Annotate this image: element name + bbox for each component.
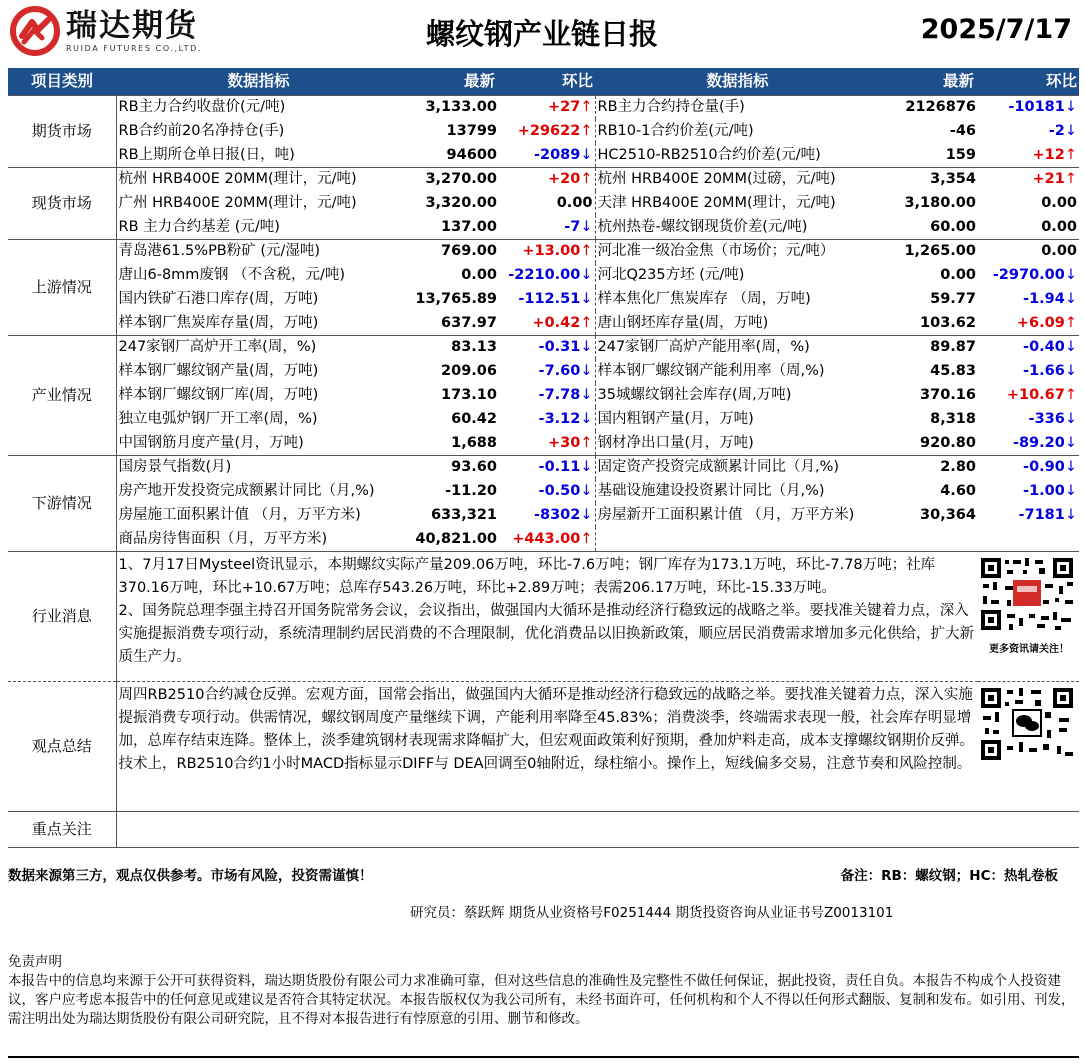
change-number: -7 [564, 218, 581, 235]
arrow-down-icon: ↓ [580, 459, 593, 476]
change-value [978, 95, 1079, 119]
change-value [499, 263, 595, 287]
change-value [499, 287, 595, 311]
change-value [978, 335, 1079, 359]
change-number: +21 [1032, 171, 1065, 188]
table-row [8, 431, 1079, 455]
change-value [978, 167, 1079, 191]
change-number: -0.40 [1023, 339, 1065, 356]
table-row [8, 95, 1079, 119]
arrow-up-icon: ↑ [1064, 171, 1077, 188]
change-value [978, 455, 1079, 479]
latest-value: 769.00 [401, 239, 499, 263]
change-value [499, 143, 595, 167]
disclaimer-title: 免责声明 [8, 954, 62, 970]
qr-code-icon [979, 556, 1075, 632]
table-row [8, 407, 1079, 431]
change-number: +12 [1032, 146, 1065, 163]
latest-value: 60.00 [930, 218, 976, 235]
indicator-name: 35城螺纹钢社会库存(周,万吨) [597, 387, 792, 403]
indicator-name: 样本钢厂焦炭库存量(周，万吨) [118, 314, 319, 331]
change-number: -0.31 [538, 339, 581, 356]
header-change: 环比 [499, 68, 595, 95]
change-value [499, 167, 595, 191]
change-number: -1.94 [1023, 291, 1065, 307]
change-value [978, 263, 1079, 287]
latest-value: 40,821.00 [415, 530, 497, 547]
change-number: -2970.00 [992, 267, 1065, 283]
table-row [8, 191, 1079, 215]
indicator-name: 固定资产投资完成额累计同比（月,%) [595, 455, 880, 479]
indicator-name: 杭州热卷-螺纹钢现货价差(元/吨) [597, 218, 808, 235]
change-value [499, 359, 595, 383]
indicator-name: 房产地开发投资完成额累计同比（月,%) [118, 483, 375, 499]
arrow-down-icon: ↓ [1064, 99, 1077, 116]
table-header-row [8, 68, 1079, 95]
change-number: -7.60 [538, 363, 581, 379]
change-number: +10.67 [1006, 387, 1065, 403]
header-change-2: 环比 [978, 68, 1079, 95]
latest-value: 60.42 [451, 411, 497, 427]
indicator-name: 国房景气指数(月) [116, 455, 401, 479]
category-cell: 现货市场 [8, 167, 116, 239]
table-row [8, 263, 1079, 287]
latest-value: 103.62 [920, 314, 976, 331]
indicator-name: RB主力合约收盘价(元/吨) [116, 95, 401, 119]
latest-value: 633,321 [430, 507, 497, 523]
arrow-down-icon: ↓ [580, 291, 593, 307]
arrow-up-icon: ↑ [1064, 146, 1077, 163]
arrow-up-icon: ↑ [580, 99, 593, 116]
change-number: +6.09 [1016, 314, 1065, 331]
table-row [8, 143, 1079, 167]
latest-value: 2126876 [880, 95, 978, 119]
change-number: 0.00 [1041, 243, 1077, 260]
arrow-down-icon: ↓ [1064, 339, 1077, 356]
arrow-down-icon: ↓ [1064, 267, 1077, 283]
latest-value: 159 [945, 146, 976, 163]
change-value [499, 215, 595, 239]
indicator-name: RB 主力合约基差 (元/吨) [118, 218, 280, 235]
category-cell: 上游情况 [8, 239, 116, 335]
indicator-name: 基础设施建设投资累计同比（月,%) [597, 483, 825, 499]
change-value [978, 191, 1079, 215]
arrow-down-icon: ↓ [580, 411, 593, 427]
latest-value: 920.80 [920, 434, 976, 451]
disclaimer [8, 953, 1078, 1029]
header-latest-2: 最新 [880, 68, 978, 95]
arrow-down-icon: ↓ [580, 483, 593, 499]
arrow-down-icon: ↓ [1064, 291, 1077, 307]
indicator-name: 天津 HRB400E 20MM(理计，元/吨) [597, 195, 836, 211]
latest-value: 89.87 [880, 335, 978, 359]
latest-value: 30,364 [920, 507, 976, 523]
arrow-down-icon: ↓ [1064, 411, 1077, 427]
change-value [499, 431, 595, 455]
indicator-name: 房屋新开工面积累计值 （月，万平方米) [597, 507, 855, 523]
change-value [978, 359, 1079, 383]
table-row [8, 479, 1079, 503]
indicator-name: HC2510-RB2510合约价差(元/吨) [597, 146, 821, 163]
arrow-down-icon: ↓ [1064, 363, 1077, 379]
table-row [8, 335, 1079, 359]
arrow-up-icon: ↑ [580, 530, 593, 547]
change-value [499, 503, 595, 527]
arrow-up-icon: ↑ [580, 123, 593, 139]
latest-value: 83.13 [401, 335, 499, 359]
latest-value: 13,765.89 [415, 291, 497, 307]
change-number: -0.90 [1023, 459, 1065, 476]
change-value [978, 383, 1079, 407]
indicator-name: 国内粗钢产量(月，万吨) [597, 411, 754, 427]
viewpoint-cell [116, 681, 1079, 811]
logo-chinese-name: 瑞达期货 [66, 8, 198, 44]
arrow-down-icon: ↓ [580, 363, 593, 379]
category-cell: 行业消息 [8, 551, 116, 681]
latest-value: 370.16 [920, 387, 976, 403]
change-value [978, 431, 1079, 455]
change-value [499, 119, 595, 143]
focus-cell [116, 811, 1079, 847]
indicator-name: 中国钢筋月度产量(月，万吨) [118, 434, 304, 451]
change-number: -89.20 [1012, 434, 1065, 451]
arrow-down-icon: ↓ [580, 339, 593, 356]
table-row [8, 215, 1079, 239]
arrow-down-icon: ↓ [580, 218, 593, 235]
industry-news-text-2: 2、国务院总理李强主持召开国务院常务会议，会议指出，做强国内大循环是推动经济行稳致远的战略之举。要找准关键着力点，深入实施提振消费专项行动，系统清理制约居民消费的不合理限制，优化消费品以旧换新政策，顺应居民消费需求增加多元化供给，扩大新质生产力。 [118, 602, 974, 665]
text-sections [8, 551, 1079, 847]
change-value [499, 311, 595, 335]
logo-english-name: RUIDA FUTURES CO.,LTD. [66, 44, 203, 53]
arrow-down-icon: ↓ [1064, 507, 1077, 523]
indicator-name: 样本焦化厂焦炭库存 （周，万吨) [597, 291, 811, 307]
change-value [978, 479, 1079, 503]
arrow-down-icon: ↓ [580, 387, 593, 403]
indicator-name: 广州 HRB400E 20MM(理计，元/吨) [118, 195, 357, 211]
qr-caption: 更多资讯请关注！ [989, 643, 1069, 655]
category-cell: 观点总结 [8, 681, 116, 811]
latest-value: 209.06 [441, 363, 497, 379]
change-number: 0.00 [1041, 195, 1077, 211]
latest-value: 93.60 [401, 455, 499, 479]
latest-value: 0.00 [461, 267, 497, 283]
indicator-name [595, 527, 880, 551]
indicator-name: RB上期所仓单日报(日，吨) [118, 146, 295, 163]
table-row [8, 287, 1079, 311]
indicator-name: 独立电弧炉钢厂开工率(周，%) [118, 411, 318, 427]
arrow-up-icon: ↑ [580, 243, 593, 260]
latest-value: 173.10 [441, 387, 497, 403]
change-value [499, 407, 595, 431]
latest-value: 3,320.00 [425, 195, 497, 211]
latest-value: 4.60 [940, 483, 976, 499]
table-row [8, 239, 1079, 263]
header-category: 项目类别 [8, 68, 116, 95]
latest-value: 3,354 [880, 167, 978, 191]
latest-value: 137.00 [441, 218, 497, 235]
latest-value: 94600 [446, 146, 497, 163]
indicator-name: 河北Q235方坯 (元/吨) [597, 267, 745, 283]
latest-value: 3,133.00 [401, 95, 499, 119]
arrow-down-icon: ↓ [1064, 459, 1077, 476]
latest-value: 3,180.00 [904, 195, 976, 211]
indicator-name: 样本钢厂螺纹钢厂库(周，万吨) [118, 387, 319, 403]
indicator-name: RB合约前20名净持仓(手) [118, 123, 285, 139]
change-number: -7181 [1018, 507, 1065, 523]
arrow-down-icon: ↓ [580, 267, 593, 283]
report-date: 2025/7/17 [920, 14, 1072, 45]
latest-value: 1,688 [451, 434, 497, 451]
arrow-down-icon: ↓ [580, 146, 593, 163]
change-value [499, 455, 595, 479]
table-row [8, 503, 1079, 527]
category-cell: 产业情况 [8, 335, 116, 455]
indicator-name: 唐山6-8mm废钢 （不含税，元/吨) [118, 267, 346, 283]
change-number: +20 [548, 171, 581, 188]
indicator-name: 样本钢厂螺纹钢产能利用率（周,%) [597, 363, 825, 379]
change-value [978, 527, 1079, 551]
change-number: +29622 [517, 123, 581, 139]
change-number: -2 [1048, 123, 1065, 139]
source-note: 数据来源第三方，观点仅供参考。市场有风险，投资需谨慎！ [8, 868, 373, 884]
change-number: +27 [548, 99, 581, 116]
category-cell: 重点关注 [8, 811, 116, 847]
table-row [8, 311, 1079, 335]
latest-value [880, 527, 978, 551]
latest-value: 45.83 [930, 363, 976, 379]
change-number: -8302 [533, 507, 581, 523]
latest-value: 2.80 [880, 455, 978, 479]
industry-news-row [8, 551, 1079, 681]
report-header [0, 0, 1084, 66]
change-number: +443.00 [512, 530, 581, 547]
arrow-down-icon: ↓ [1064, 123, 1077, 139]
viewpoint-row [8, 681, 1079, 811]
indicator-name: 青岛港61.5%PB粉矿 (元/湿吨) [116, 239, 401, 263]
change-number: -10181 [1008, 99, 1065, 116]
header-latest: 最新 [401, 68, 499, 95]
data-table [8, 68, 1079, 848]
change-value [978, 215, 1079, 239]
change-number: -0.50 [538, 483, 581, 499]
change-number: 0.00 [556, 195, 593, 211]
latest-value: 0.00 [940, 267, 976, 283]
latest-value: 1,265.00 [880, 239, 978, 263]
bottom-divider [8, 1056, 1079, 1058]
indicator-name: 国内铁矿石港口库存(周，万吨) [118, 291, 319, 307]
arrow-down-icon: ↓ [580, 507, 593, 523]
change-number: -2210.00 [508, 267, 581, 283]
table-row [8, 167, 1079, 191]
change-value [499, 191, 595, 215]
indicator-name: 247家钢厂高炉产能用率(周，%) [595, 335, 880, 359]
arrow-down-icon: ↓ [1064, 434, 1077, 451]
change-value [499, 335, 595, 359]
table-row [8, 383, 1079, 407]
indicator-name: 样本钢厂螺纹钢产量(周，万吨) [118, 363, 319, 379]
change-number: -336 [1028, 411, 1065, 427]
indicator-name: 房屋施工面积累计值 （月，万平方米) [118, 507, 361, 523]
category-cell: 下游情况 [8, 455, 116, 551]
industry-news-cell [116, 551, 1079, 681]
latest-value: 637.97 [441, 314, 497, 331]
change-value [978, 311, 1079, 335]
change-number: -1.00 [1023, 483, 1065, 499]
change-number: -0.11 [538, 459, 581, 476]
arrow-up-icon: ↑ [580, 314, 593, 331]
industry-news-text-1: 1、7月17日Mysteel资讯显示，本期螺纹实际产量209.06万吨，环比-7.6万吨；钢厂库存为173.1万吨，环比-7.78万吨；社库370.16万吨，环比+10.67万吨；总库存543.26万吨，环比+2.89万吨；表需206.17万吨，环比-15.33万吨。 [118, 556, 936, 596]
change-value [978, 407, 1079, 431]
table-row [8, 527, 1079, 551]
arrow-up-icon: ↑ [580, 434, 593, 451]
change-value [978, 287, 1079, 311]
latest-value: 3,270.00 [401, 167, 499, 191]
viewpoint-text: 周四RB2510合约减仓反弹。宏观方面，国常会指出，做强国内大循环是推动经济行稳致远的战略之举。要找准关键着力点，深入实施提振消费专项行动。供需情况，螺纹钢周度产量继续下调，产能利用率降至45.83%；消费淡季，终端需求表现一般，社会库存明显增加，总库存结束连降。整体上，淡季建筑钢材表现需求降幅扩大，但宏观面政策利好预期，叠加炉料走高，成本支撑螺纹钢期价反弹。技术上，RB2510合约1小时MACD指标显示DIFF与 DEA回调至0轴附近，绿柱缩小。操作上，短线偏多交易，注意节奏和风险控制。 [118, 686, 974, 772]
indicator-name: 杭州 HRB400E 20MM(过磅，元/吨) [595, 167, 880, 191]
report-title: 螺纹钢产业链日报 [425, 17, 658, 51]
change-number: -1.66 [1023, 363, 1065, 379]
indicator-name: 河北准一级冶金焦（市场价；元/吨） [595, 239, 880, 263]
arrow-up-icon: ↑ [1064, 314, 1077, 331]
latest-value: -46 [949, 123, 976, 139]
indicator-name: 钢材净出口量(月，万吨) [597, 434, 754, 451]
analyst-info: 研究员：蔡跃辉 期货从业资格号F0251444 期货投资咨询从业证书号Z0013101 [410, 905, 894, 921]
indicator-name: 247家钢厂高炉开工率(周，%) [116, 335, 401, 359]
latest-value: 13799 [446, 123, 497, 139]
change-number: -7.78 [538, 387, 581, 403]
change-number: -3.12 [538, 411, 581, 427]
arrow-up-icon: ↑ [580, 171, 593, 188]
table-body [8, 95, 1079, 551]
arrow-down-icon: ↓ [1064, 483, 1077, 499]
change-value [499, 383, 595, 407]
disclaimer-text: 本报告中的信息均来源于公开可获得资料，瑞达期货股份有限公司力求准确可靠，但对这些信息的准确性及完整性不做任何保证，据此投资，责任自负。本报告不构成个人投资建议，客户应考虑本报告中的任何意见或建议是否符合其特定状况。本报告版权仅为我公司所有，未经书面许可，任何机构和个人不得以任何形式翻版、复制和发布。如引用、刊发，需注明出处为瑞达期货股份有限公司研究院，且不得对本报告进行有悖原意的引用、删节和修改。 [8, 973, 1075, 1027]
category-cell: 期货市场 [8, 95, 116, 167]
change-value [978, 119, 1079, 143]
change-number: -2089 [533, 146, 581, 163]
change-number: +13.00 [522, 243, 581, 260]
change-number: 0.00 [1041, 218, 1077, 235]
latest-value: -11.20 [445, 483, 497, 499]
focus-row [8, 811, 1079, 847]
change-number: +0.42 [532, 314, 581, 331]
change-number: +30 [548, 434, 581, 451]
change-value [499, 479, 595, 503]
indicator-name: 唐山钢坯库存量(周，万吨) [597, 314, 769, 331]
change-value [978, 143, 1079, 167]
change-value [499, 527, 595, 551]
table-row [8, 359, 1079, 383]
indicator-name: 杭州 HRB400E 20MM(理计，元/吨) [116, 167, 401, 191]
indicator-name: 商品房待售面积（月，万平方米) [118, 530, 328, 547]
table-row [8, 119, 1079, 143]
table-row [8, 455, 1079, 479]
change-number: -112.51 [518, 291, 581, 307]
change-value [978, 239, 1079, 263]
latest-value: 59.77 [930, 291, 976, 307]
latest-value: 8,318 [930, 411, 976, 427]
wechat-qr-code-icon [979, 686, 1075, 762]
indicator-name: RB10-1合约价差(元/吨) [597, 123, 754, 139]
indicator-name: RB主力合约持仓量(手) [595, 95, 880, 119]
change-value [978, 503, 1079, 527]
header-indicator-2: 数据指标 [595, 68, 880, 95]
change-value [499, 95, 595, 119]
abbreviation-note: 备注：RB：螺纹钢；HC：热轧卷板 [840, 868, 1058, 884]
change-value [499, 239, 595, 263]
header-indicator: 数据指标 [116, 68, 401, 95]
arrow-up-icon: ↑ [1064, 387, 1077, 403]
